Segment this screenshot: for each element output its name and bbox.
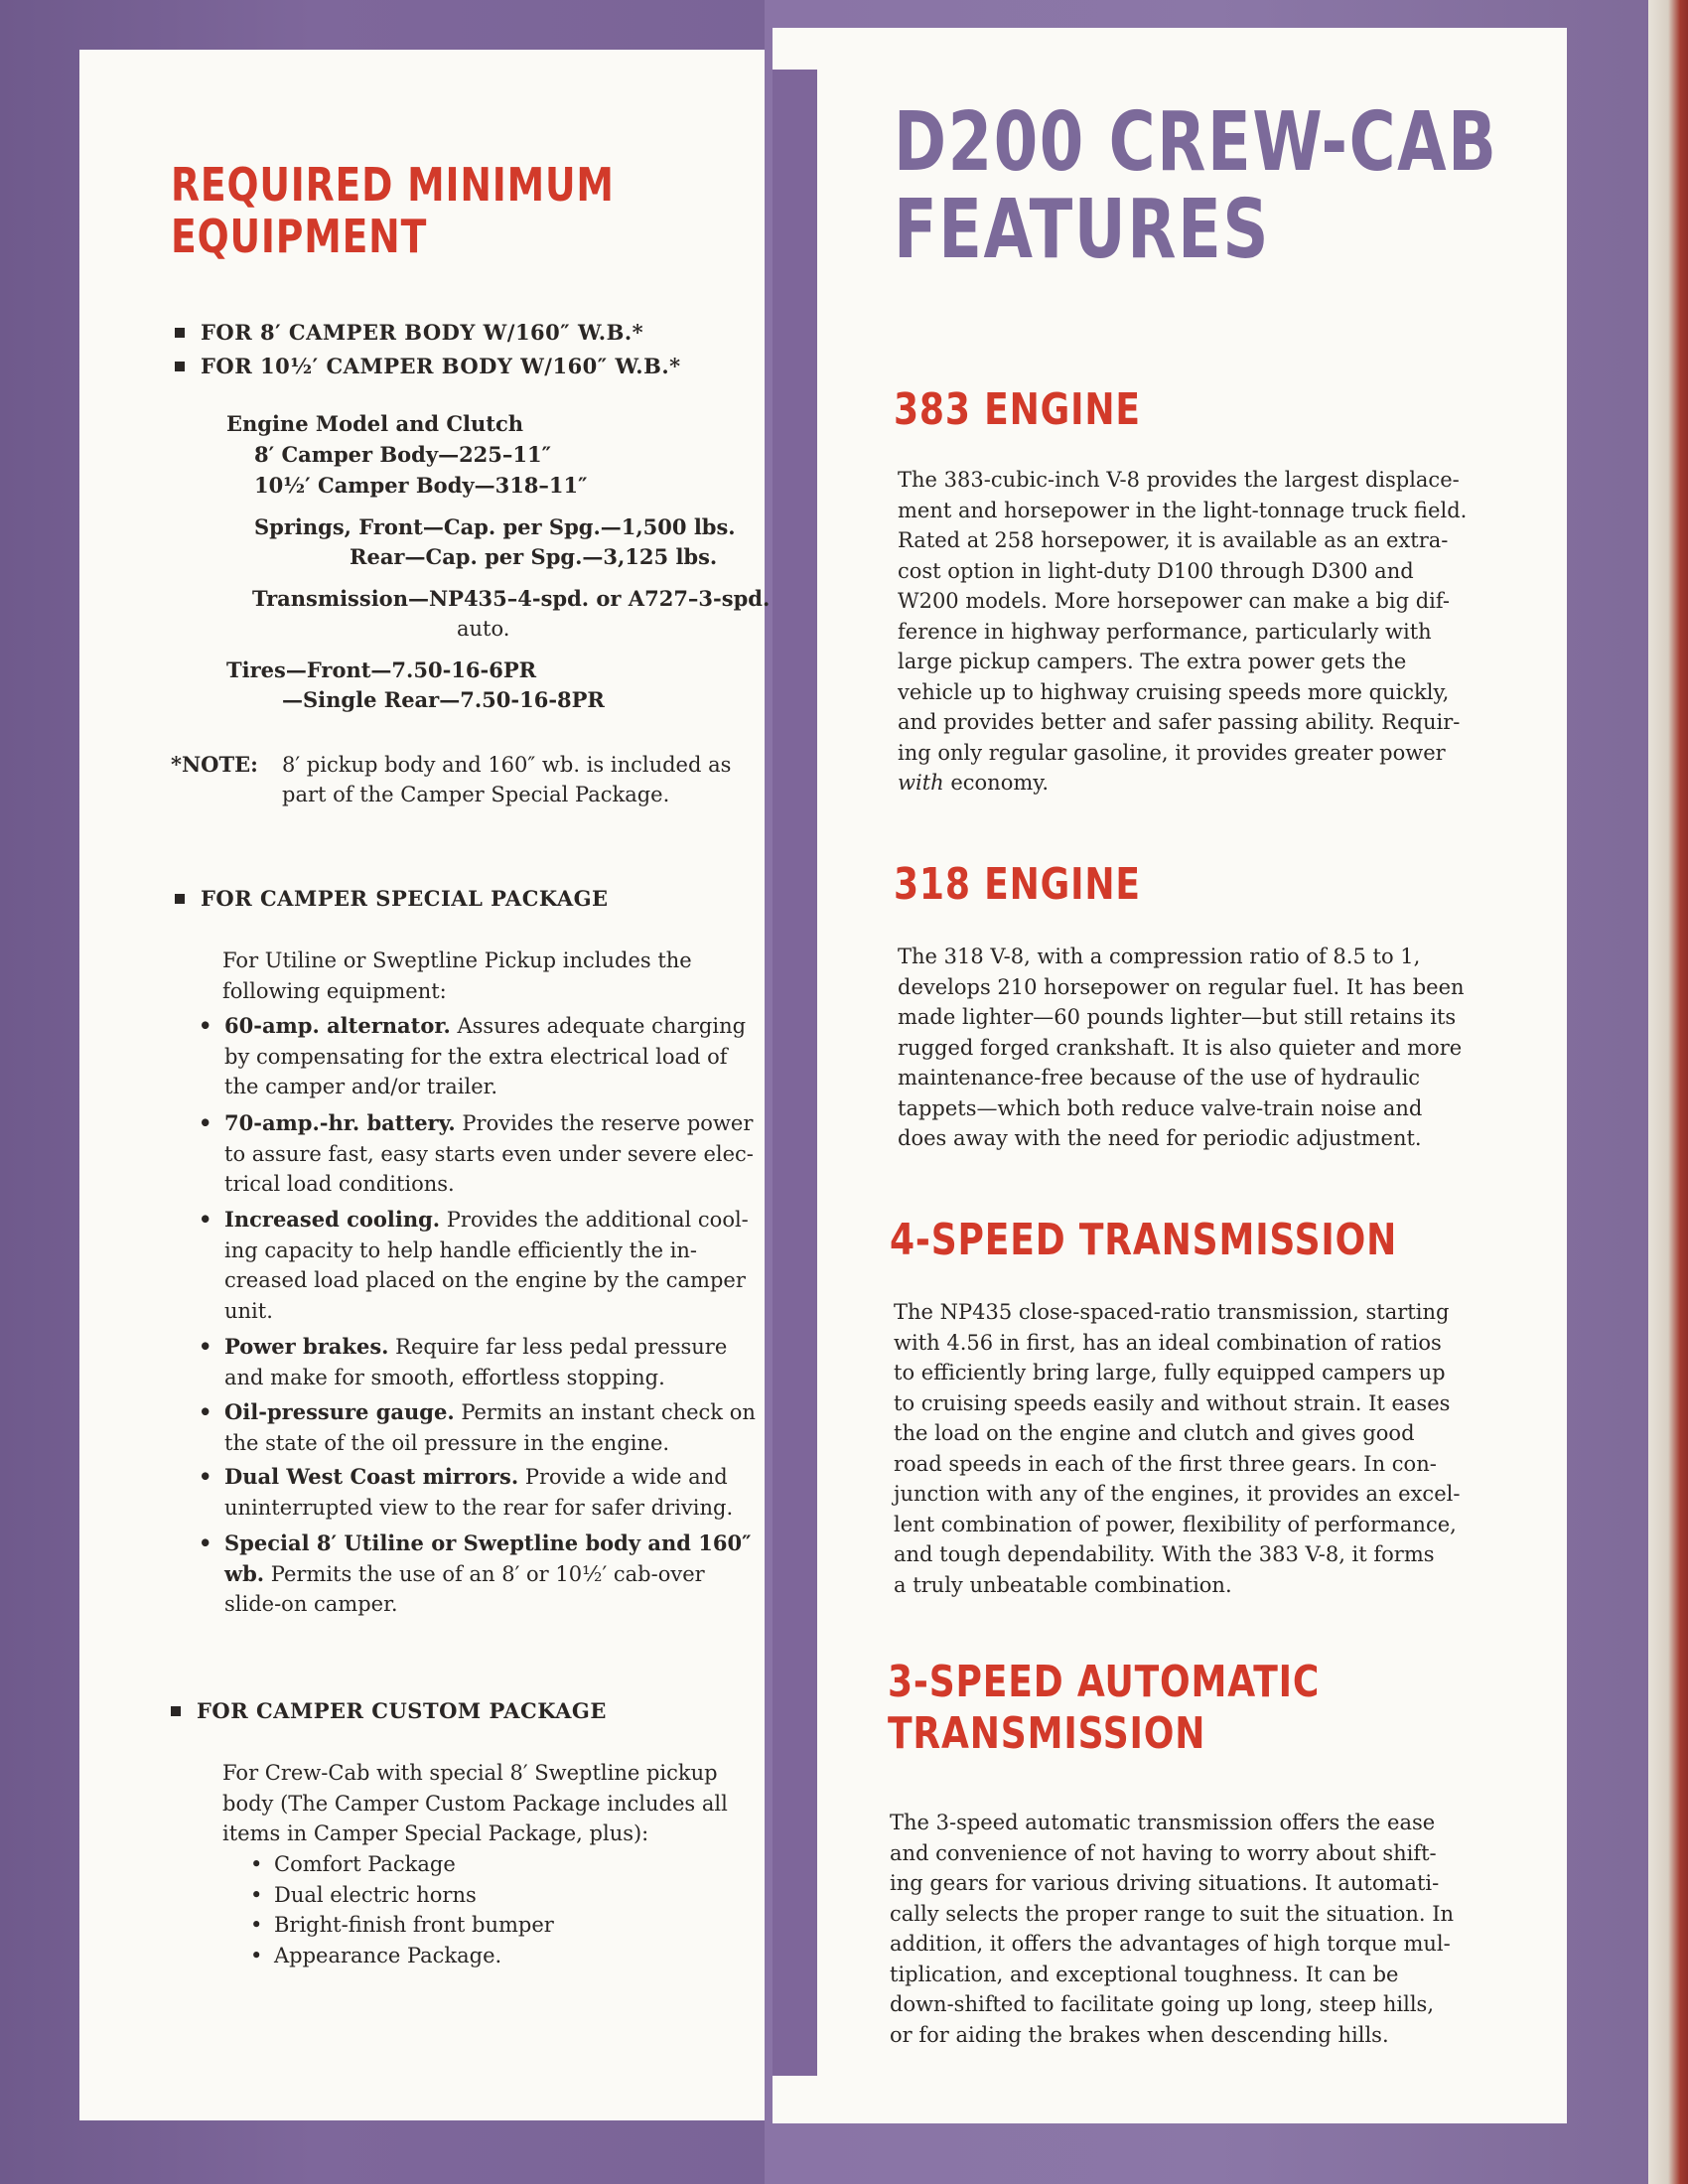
left-title-line2: EQUIPMENT [171, 210, 428, 263]
heading-318-engine: 318 ENGINE [894, 859, 1141, 910]
special-item-battery: • 70-amp.-hr. battery. Provides the reserve power to assure fast, easy starts even under severe elec- trical load conditions. [199, 1110, 754, 1196]
note-line1: 8′ pickup body and 160″ wb. is included as [282, 753, 732, 777]
right-title-line1: D200 CREW-CAB [894, 95, 1498, 190]
special-item-body: • Special 8′ Utiline or Sweptline body and 160″ wb. Permits the use of an 8′ or 10½′ cab-over slide-on camper. [199, 1530, 752, 1616]
list-item: • Bright-finish front bumper [274, 1910, 554, 1941]
text-3-speed-automatic: The 3-speed automatic transmission offers the ease and convenience of not having to worry about shift- ing gears for various driving situations. It automati- cally selects the proper range to suit the situation. In addition, it offers the advantages of high torque mul- tiplication, and exceptional toughness. It can be down-shifted to facilitate going up long, steep hills, or for aiding the brakes when descending hills. [890, 1811, 1455, 2047]
right-title-line2: FEATURES [894, 183, 1270, 277]
custom-intro: For Crew-Cab with special 8′ Sweptline pickup body (The Camper Custom Package includes all items in Camper Special Package, plus): [222, 1761, 728, 1845]
page-edge [1648, 0, 1688, 2184]
text-383-engine: The 383-cubic-inch V-8 provides the largest displace- ment and horsepower in the light-tonnage truck field. Rated at 258 horsepower, it is available as an extra- cost option in light-duty D100 through D300 and W200 models. More horsepower can make a big dif- ference in highway performance, particularly with large pickup campers. The extra power gets the vehicle up to highway cruising speeds more quickly, and provides better and safer passing ability. Requir- ing only regular gasoline, it provides greater power with economy. [898, 468, 1468, 795]
heading-4-speed: 4-SPEED TRANSMISSION [890, 1215, 1398, 1265]
spec-tires-front: Tires—Front—7.50-16-6PR [226, 657, 537, 682]
spec-transmission-cont: auto. [457, 617, 510, 641]
list-item: • Comfort Package [274, 1849, 554, 1880]
square-bullet-icon [175, 328, 185, 338]
req-item-105ft: FOR 10½′ CAMPER BODY W/160″ W.B.* [175, 354, 681, 378]
list-item: • Dual electric horns [274, 1880, 554, 1911]
custom-heading: FOR CAMPER CUSTOM PACKAGE [171, 1698, 607, 1723]
special-item-brakes: • Power brakes. Require far less pedal pressure and make for smooth, effortless stopping. [199, 1334, 728, 1389]
special-item-cooling: • Increased cooling. Provides the additional cool- ing capacity to help handle efficiently the in- creased load placed on the engine by the camper unit. [199, 1207, 749, 1323]
spec-springs-front: Springs, Front—Cap. per Spg.—1,500 lbs. [254, 514, 736, 539]
right-title [894, 95, 1498, 277]
heading-383-engine: 383 ENGINE [894, 384, 1141, 435]
req-item-8ft: FOR 8′ CAMPER BODY W/160″ W.B.* [175, 320, 643, 345]
square-bullet-icon [175, 362, 185, 371]
special-intro: For Utiline or Sweptline Pickup includes the following equipment: [222, 948, 692, 1003]
special-heading: FOR CAMPER SPECIAL PACKAGE [175, 886, 609, 911]
right-stripe [773, 70, 817, 2076]
left-title-line1: REQUIRED MINIMUM [171, 158, 615, 212]
special-item-alternator: • 60-amp. alternator. Assures adequate charging by compensating for the extra electrical load of the camper and/or trailer. [199, 1013, 747, 1098]
spec-engine-label: Engine Model and Clutch [226, 411, 524, 436]
note-label: *NOTE: [171, 752, 258, 777]
list-item: • Appearance Package. [274, 1941, 554, 1971]
square-bullet-icon [175, 894, 185, 904]
heading-3-speed-automatic: 3-SPEED AUTOMATIC TRANSMISSION [888, 1657, 1321, 1759]
special-item-oil-gauge: • Oil-pressure gauge. Permits an instant check on the state of the oil pressure in the engine. [199, 1399, 756, 1455]
text-318-engine: The 318 V-8, with a compression ratio of 8.5 to 1, develops 210 horsepower on regular fuel. It has been made lighter—60 pounds lighter—but still retains its rugged forged crankshaft. It is also quieter and more maintenance-free because of the use of hydraulic tappets—which both reduce valve-train noise and does away with the need for periodic adjustment. [898, 945, 1465, 1150]
spec-engine-8: 8′ Camper Body—225–11″ [254, 442, 552, 467]
spec-springs-rear: Rear—Cap. per Spg.—3,125 lbs. [350, 544, 718, 569]
spec-engine-105: 10½′ Camper Body—318–11″ [254, 473, 588, 498]
left-title [171, 159, 615, 262]
custom-items-list [274, 1849, 554, 1970]
special-item-mirrors: • Dual West Coast mirrors. Provide a wide and uninterrupted view to the rear for safer driving. [199, 1464, 734, 1520]
square-bullet-icon [171, 1706, 181, 1716]
text-4-speed: The NP435 close-spaced-ratio transmission, starting with 4.56 in first, has an ideal combination of ratios to efficiently bring large, fully equipped campers up to cruising speeds easily and without strain. It eases the load on the engine and clutch and gives good road speeds in each of the first three gears. In con- junction with any of the engines, it provides an excel- lent combination of power, flexibility of performance, and tough dependability. With the 383 V-8, it forms a truly unbeatable combination. [894, 1300, 1461, 1597]
note-line2: part of the Camper Special Package. [282, 783, 670, 806]
spec-transmission: Transmission—NP435–4-spd. or A727–3-spd. [252, 586, 771, 611]
spec-tires-rear: —Single Rear—7.50-16-8PR [282, 687, 605, 712]
